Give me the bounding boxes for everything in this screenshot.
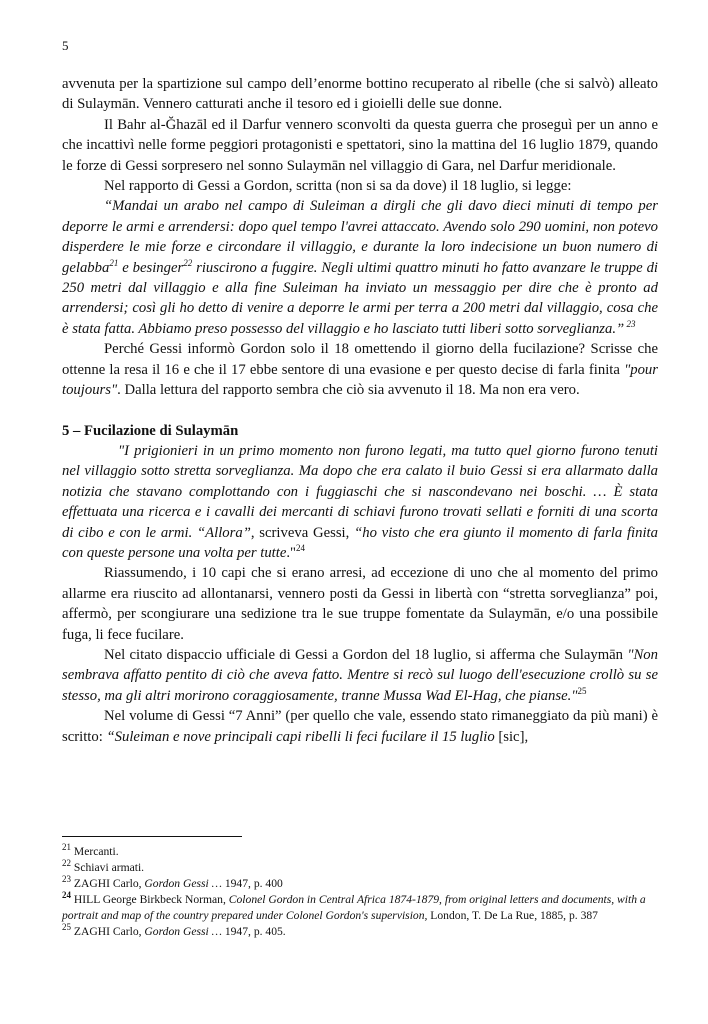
- footnote-number: 25: [62, 922, 71, 933]
- body-text: [62, 74, 658, 747]
- paragraph-4: [62, 339, 658, 400]
- footnote-divider: [62, 836, 242, 837]
- paragraph-text: [sic],: [494, 728, 529, 745]
- footnote-text: ZAGHI Carlo,: [71, 877, 145, 890]
- footnote-text: 1947, p. 405.: [221, 925, 286, 938]
- paragraph-6: [62, 645, 658, 706]
- footnote-ref-21[interactable]: 21: [109, 257, 119, 268]
- footnotes: [62, 844, 658, 940]
- footnote-title: Gordon Gessi …: [144, 877, 222, 890]
- footnote-25: [62, 924, 658, 940]
- footnote-title: Colonel Gordon in Central Africa 1874-1879, from original letters and documents, with a portrait and map of the country prepared under Colonel Gordon's supervision,: [62, 893, 646, 922]
- footnote-ref-23[interactable]: 23: [624, 318, 636, 329]
- footnote-ref-22[interactable]: 22: [183, 257, 193, 268]
- footnote-ref-25[interactable]: 25: [577, 685, 587, 696]
- footnote-23: [62, 876, 658, 892]
- quote-text: “ho visto che era giunto il momento di farla finita con queste persone una volta per tutte: [62, 524, 658, 561]
- paragraph-text: Nel volume di Gessi “7 Anni” (per quello che vale, essendo stato rimaneggiato da più mani) è scritto:: [62, 708, 658, 745]
- footnote-text: HILL George Birkbeck Norman,: [71, 893, 229, 906]
- paragraph-italic: "Non sembrava affatto pentito di ciò che aveva fatto. Mentre si recò sul luogo dell'esecuzione crollò su se stesso, ma gli altri morirono coraggiosamente, tranne Mussa Wad El-Hag, che pianse.": [62, 646, 658, 704]
- paragraph-1: avvenuta per la spartizione sul campo dell’enorme bottino recuperato al ribelle (che si salvò) alleato di Sulaymān. Vennero catturati anche il tesoro ed i gioielli delle sue donne.: [62, 76, 658, 113]
- footnote-number: 23: [62, 874, 71, 885]
- footnote-22: [62, 860, 658, 876]
- section-heading: 5 – Fucilazione di Sulaymān: [62, 422, 239, 439]
- footnote-text: 1947, p. 400: [221, 877, 283, 890]
- paragraph-5: Riassumendo, i 10 capi che si erano arresi, ad eccezione di uno che al momento del primo allarme era riuscito ad allontanarsi, vennero posti da Gessi in libertà con “stretta sorveglianza” poi, affermò, per scongiurare una sedizione tra le sue truppe fomentate da Sulaymān, e/o una possibile fuga, li fece fucilare.: [62, 565, 658, 643]
- footnote-21: [62, 844, 658, 860]
- quote-text: e besinger: [118, 259, 184, 276]
- quote-gessi-report: [62, 196, 658, 339]
- footnote-ref-24[interactable]: 24: [296, 543, 306, 554]
- paragraph-2: Il Bahr al-Ğhazāl ed il Darfur vennero sconvolti da questa guerra che proseguì per un anno e che incattivì nelle forme peggiori protagonisti e spettatori, sino la mattina del 16 luglio 1879, quando le forze di Gessi sorpresero nel sonno Sulaymān nel villaggio di Gara, nel Darfur meridionale.: [62, 116, 658, 174]
- quote-text: “Mandai un arabo nel campo di Suleiman a dirgli che gli davo dieci minuti di tempo per deporre le armi e arrendersi: dopo quel tempo l'avrei attaccato. Avendo solo 290 uomini, non potevo disperdere le mie forze e circondare il villaggio, e durante la loro indecisione un buon numero di gelabba: [62, 198, 658, 276]
- quote-text: .": [286, 544, 297, 561]
- footnote-number: 22: [62, 858, 71, 869]
- quote-text: , scriveva Gessi,: [250, 524, 355, 541]
- page-number: 5: [62, 38, 69, 53]
- footnote-number: 21: [62, 842, 71, 853]
- quote-text: "I prigionieri in un primo momento non furono legati, ma tutto quel giorno furono tenuti nel villaggio sotto stretta sorveglianza. Ma dopo che era calato il buio Gessi si era allarmato dalla notizia che stavano complottando con i fuggiaschi che si nascondevano nei boschi. … È stata effettuata una ricerca e i cavalli dei mercanti di schiavi furono trovati sellati e forniti di una scorta di cibo e con le armi. “Allora”: [62, 442, 658, 541]
- footnote-24: [62, 892, 658, 924]
- footnote-text: ZAGHI Carlo,: [71, 925, 145, 938]
- footnote-text: London, T. De La Rue, 1885, p. 387: [427, 909, 598, 922]
- quote-text: riuscirono a fuggire. Negli ultimi quattro minuti ho fatto avanzare le truppe di 250 metri dal villaggio e alla fine Suleiman ha inviato un messaggio per dire che è pronto ad arrendersi; così gli ho detto di venire a deporre le armi per terra a 200 metri dal villaggio, cosa che è stata fatta. Abbiamo preso possesso del villaggio e ho lasciato tutti liberi sotto sorveglianza.”: [62, 259, 658, 337]
- footnote-title: Gordon Gessi …: [144, 925, 222, 938]
- paragraph-text: . Dalla lettura del rapporto sembra che ciò sia avvenuto il 18. Ma non era vero.: [117, 382, 580, 399]
- paragraph-italic: "pour toujours": [62, 361, 658, 399]
- paragraph-3: Nel rapporto di Gessi a Gordon, scritta (non si sa da dove) il 18 luglio, si legge:: [104, 178, 572, 195]
- footnote-text: Schiavi armati.: [71, 861, 145, 874]
- footnote-text: Mercanti.: [71, 845, 119, 858]
- paragraph-text: Nel citato dispaccio ufficiale di Gessi a Gordon del 18 luglio, si afferma che Sulaymān: [104, 646, 628, 663]
- quote-prisoners: [62, 441, 658, 563]
- paragraph-7: [62, 706, 658, 747]
- paragraph-text: Perché Gessi informò Gordon solo il 18 omettendo il giorno della fucilazione? Scrisse che ottenne la resa il 16 e che il 17 ebbe sentore di una evasione e per questo decise di farla finita: [62, 341, 658, 378]
- paragraph-italic: “Suleiman e nove principali capi ribelli li feci fucilare il 15 luglio: [106, 728, 495, 745]
- footnote-number: 24: [62, 890, 71, 901]
